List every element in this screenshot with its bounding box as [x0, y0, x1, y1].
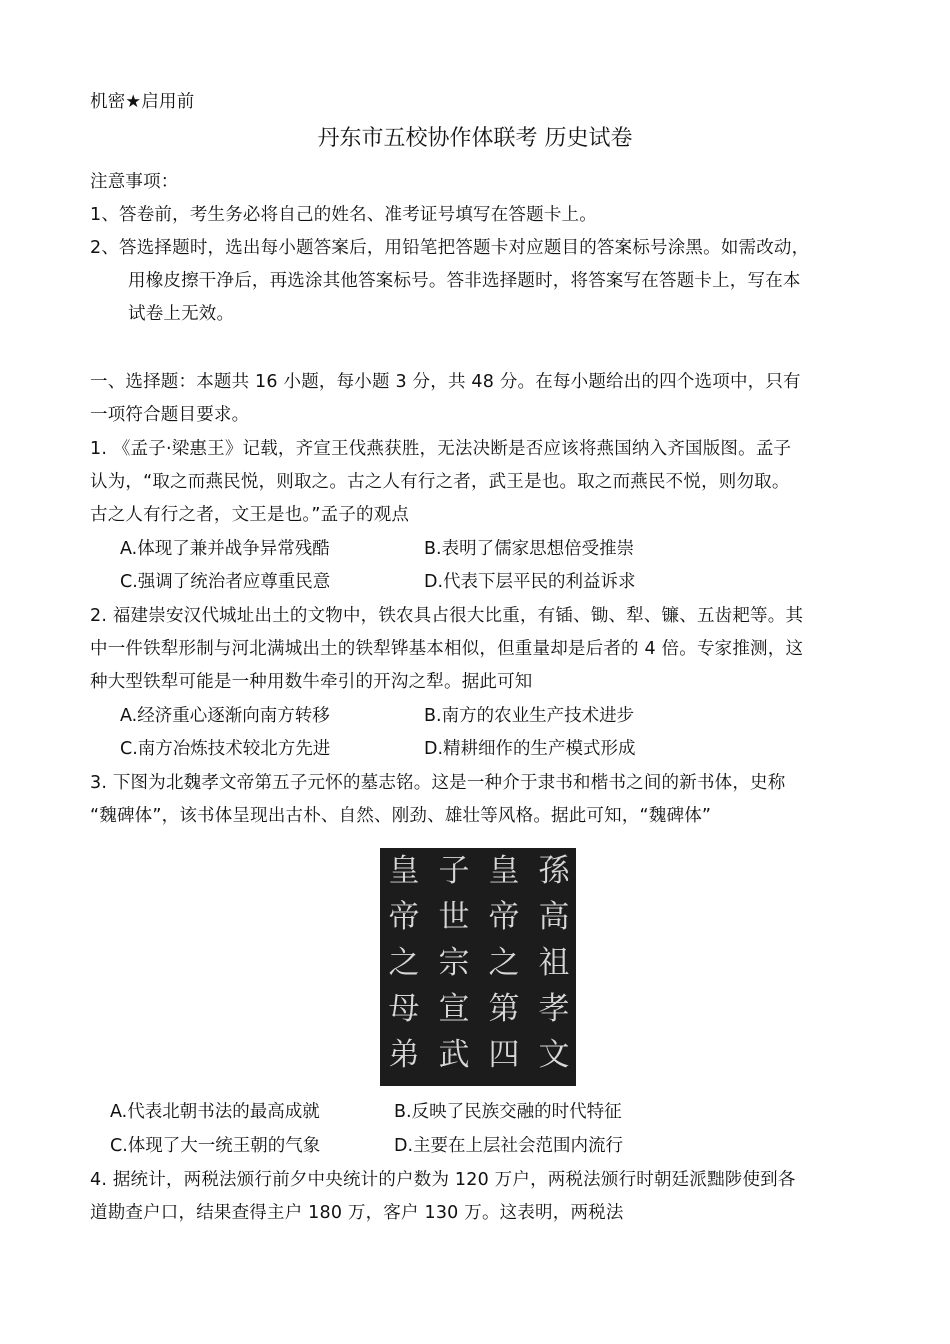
- question-2-option-b: B.南方的农业生产技术进步: [424, 706, 635, 726]
- question-1-option-b: B.表明了儒家思想倍受推崇: [424, 539, 635, 559]
- question-line: 认为，“取之而燕民悦，则取之。古之人有行之者，武王是也。取之而燕民不悦，则勿取。: [90, 472, 790, 492]
- question-line: 4. 据统计，两税法颁行前夕中央统计的户数为 120 万户，两税法颁行时朝廷派黜陟使到各: [90, 1170, 796, 1190]
- inscription-character: 四: [488, 1037, 520, 1073]
- notes-heading: 注意事项：: [90, 172, 179, 192]
- section-heading: 一、选择题：本题共 16 小题，每小题 3 分，共 48 分。在每小题给出的四个选项中，只有: [90, 372, 801, 392]
- question-2-option-a: A.经济重心逐渐向南方转移: [120, 706, 330, 726]
- inscription-character: 文: [538, 1037, 570, 1073]
- inscription-character: 武: [438, 1037, 470, 1073]
- question-3-option-a: A.代表北朝书法的最高成就: [110, 1102, 320, 1122]
- inscription-column: [384, 848, 424, 1078]
- inscription-character: 皇: [388, 853, 420, 889]
- question-line: 2. 福建崇安汉代城址出土的文物中，铁农具占很大比重，有锸、锄、犁、镰、五齿耙等。其: [90, 606, 804, 626]
- epitaph-inscription-image: [380, 848, 576, 1086]
- notes-item-continued: 试卷上无效。: [128, 304, 235, 324]
- question-line: 1. 《孟子·梁惠王》记载，齐宣王伐燕获胜，无法决断是否应该将燕国纳入齐国版图。孟子: [90, 439, 792, 459]
- inscription-character: 祖: [538, 945, 570, 981]
- inscription-character: 孝: [538, 991, 570, 1027]
- inscription-character: 世: [438, 899, 470, 935]
- question-1-option-a: A.体现了兼并战争异常残酷: [120, 539, 330, 559]
- question-line: 3. 下图为北魏孝文帝第五子元怀的墓志铭。这是一种介于隶书和楷书之间的新书体，史称: [90, 773, 786, 793]
- question-3-option-c: C.体现了大一统王朝的气象: [110, 1136, 321, 1156]
- question-2-option-c: C.南方冶炼技术较北方先进: [120, 739, 331, 759]
- inscription-character: 高: [538, 899, 570, 935]
- inscription-character: 之: [488, 945, 520, 981]
- question-1-option-d: D.代表下层平民的利益诉求: [424, 572, 636, 592]
- confidential-label: 机密★启用前: [90, 92, 195, 112]
- page-title: 丹东市五校协作体联考 历史试卷: [317, 126, 633, 151]
- question-line: “魏碑体”，该书体呈现出古朴、自然、刚劲、雄壮等风格。据此可知，“魏碑体”: [90, 806, 712, 826]
- inscription-character: 帝: [388, 899, 420, 935]
- question-line: 种大型铁犁可能是一种用数牛牵引的开沟之犁。据此可知: [90, 672, 533, 692]
- question-3-option-b: B.反映了民族交融的时代特征: [394, 1102, 622, 1122]
- inscription-character: 子: [438, 853, 470, 889]
- inscription-column: [434, 848, 474, 1078]
- question-line: 道勘查户口，结果查得主户 180 万，客户 130 万。这表明，两税法: [90, 1203, 624, 1223]
- question-2-option-d: D.精耕细作的生产模式形成: [424, 739, 636, 759]
- question-line: 古之人有行之者，文王是也。”孟子的观点: [90, 505, 410, 525]
- notes-item: 1、答卷前，考生务必将自己的姓名、准考证号填写在答题卡上。: [90, 205, 597, 225]
- inscription-character: 宣: [438, 991, 470, 1027]
- section-heading-continued: 一项符合题目要求。: [90, 405, 250, 425]
- inscription-column: [484, 848, 524, 1078]
- inscription-character: 母: [388, 991, 420, 1027]
- question-1-option-c: C.强调了统治者应尊重民意: [120, 572, 331, 592]
- notes-item-continued: 用橡皮擦干净后，再选涂其他答案标号。答非选择题时，将答案写在答题卡上，写在本: [128, 271, 801, 291]
- inscription-character: 第: [488, 991, 520, 1027]
- inscription-column: [534, 848, 574, 1078]
- inscription-character: 帝: [488, 899, 520, 935]
- inscription-character: 宗: [438, 945, 470, 981]
- inscription-character: 弟: [388, 1037, 420, 1073]
- inscription-character: 孫: [538, 853, 570, 889]
- inscription-character: 之: [388, 945, 420, 981]
- question-3-option-d: D.主要在上层社会范围内流行: [394, 1136, 624, 1156]
- question-line: 中一件铁犁形制与河北满城出土的铁犁铧基本相似，但重量却是后者的 4 倍。专家推测，这: [90, 639, 804, 659]
- notes-item: 2、答选择题时，选出每小题答案后，用铅笔把答题卡对应题目的答案标号涂黑。如需改动，: [90, 238, 810, 258]
- inscription-character: 皇: [488, 853, 520, 889]
